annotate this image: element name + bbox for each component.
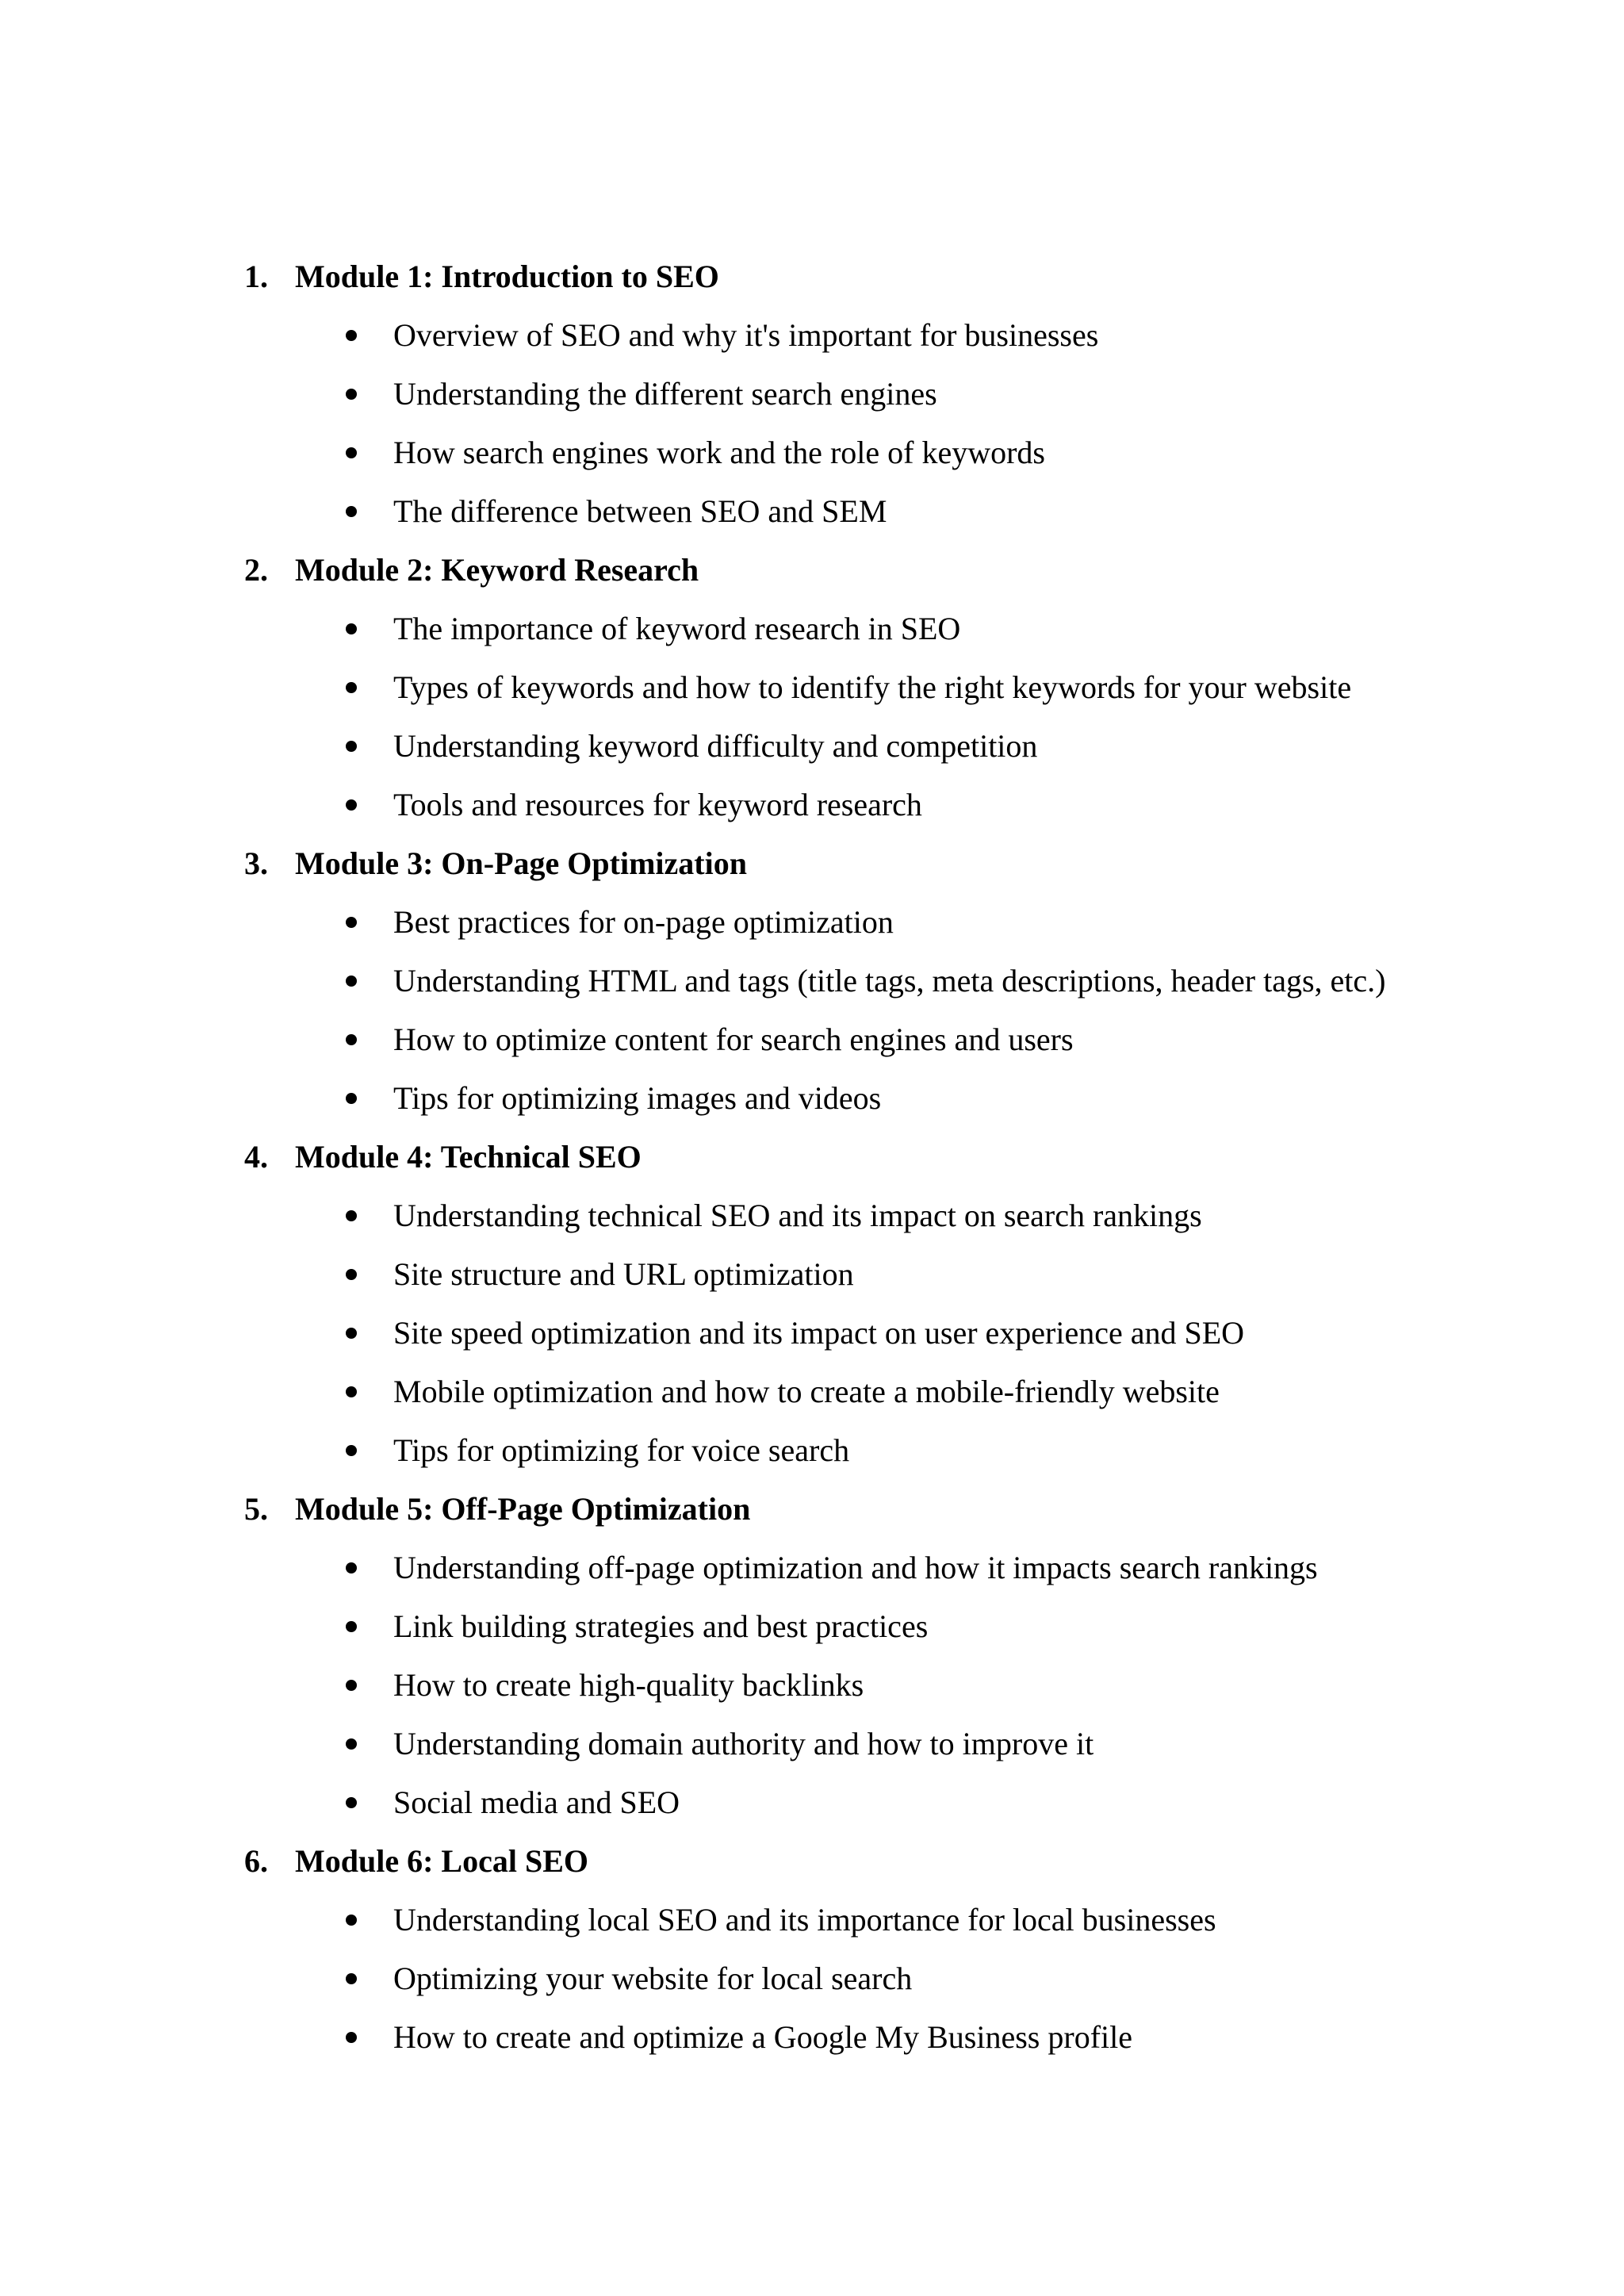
module-number: 4. bbox=[244, 1139, 268, 1175]
topic-item bbox=[0, 365, 1624, 424]
topic-text: Understanding technical SEO and its impact on search rankings bbox=[393, 1198, 1202, 1233]
topic-text: The difference between SEO and SEM bbox=[393, 493, 887, 529]
topic-text: Types of keywords and how to identify the right keywords for your website bbox=[393, 669, 1352, 705]
topic-item bbox=[0, 717, 1624, 776]
bullet-icon bbox=[346, 976, 357, 987]
topic-list bbox=[0, 306, 1624, 541]
topic-text: Understanding HTML and tags (title tags, meta descriptions, header tags, etc.) bbox=[393, 963, 1386, 999]
topic-text: How to create and optimize a Google My Business profile bbox=[393, 2019, 1132, 2055]
topic-item bbox=[0, 1891, 1624, 1949]
module-title: Module 4: Technical SEO bbox=[295, 1139, 642, 1175]
topic-text: Site speed optimization and its impact on user experience and SEO bbox=[393, 1315, 1245, 1351]
module-number: 1. bbox=[244, 259, 268, 294]
bullet-icon bbox=[346, 1210, 357, 1221]
bullet-icon bbox=[346, 799, 357, 811]
topic-item bbox=[0, 1421, 1624, 1480]
module-heading bbox=[0, 247, 1624, 306]
topic-text: Understanding off-page optimization and how it impacts search rankings bbox=[393, 1550, 1318, 1585]
topic-item bbox=[0, 2008, 1624, 2067]
module-title: Module 5: Off-Page Optimization bbox=[295, 1491, 751, 1527]
topic-item bbox=[0, 424, 1624, 482]
topic-text: The importance of keyword research in SEO bbox=[393, 611, 961, 646]
topic-text: Overview of SEO and why it's important for businesses bbox=[393, 317, 1099, 353]
topic-text: Understanding the different search engines bbox=[393, 376, 937, 412]
module-heading bbox=[0, 834, 1624, 893]
topic-text: Tips for optimizing images and videos bbox=[393, 1080, 882, 1116]
module-title: Module 2: Keyword Research bbox=[295, 552, 699, 588]
module-5 bbox=[0, 1480, 1624, 1832]
topic-text: Understanding local SEO and its importance for local businesses bbox=[393, 1902, 1216, 1938]
topic-item bbox=[0, 482, 1624, 541]
topic-item bbox=[0, 1656, 1624, 1715]
topic-item bbox=[0, 952, 1624, 1010]
topic-item bbox=[0, 306, 1624, 365]
bullet-icon bbox=[346, 2032, 357, 2043]
topic-item bbox=[0, 1010, 1624, 1069]
bullet-icon bbox=[346, 1915, 357, 1926]
topic-item bbox=[0, 1245, 1624, 1304]
bullet-icon bbox=[346, 741, 357, 752]
topic-text: Link building strategies and best practices bbox=[393, 1608, 929, 1644]
topic-item bbox=[0, 1949, 1624, 2008]
module-title: Module 6: Local SEO bbox=[295, 1843, 589, 1879]
topic-item bbox=[0, 1597, 1624, 1656]
bullet-icon bbox=[346, 1034, 357, 1045]
bullet-icon bbox=[346, 1973, 357, 1984]
topic-item bbox=[0, 1773, 1624, 1832]
module-number: 6. bbox=[244, 1843, 268, 1879]
bullet-icon bbox=[346, 1328, 357, 1339]
topic-list bbox=[0, 1186, 1624, 1480]
module-list bbox=[0, 247, 1624, 2067]
topic-list bbox=[0, 1891, 1624, 2067]
bullet-icon bbox=[346, 682, 357, 693]
topic-text: How search engines work and the role of keywords bbox=[393, 435, 1045, 470]
topic-item bbox=[0, 776, 1624, 834]
topic-item bbox=[0, 658, 1624, 717]
bullet-icon bbox=[346, 389, 357, 400]
topic-text: Site structure and URL optimization bbox=[393, 1256, 854, 1292]
topic-text: Optimizing your website for local search bbox=[393, 1961, 913, 1996]
topic-text: Best practices for on-page optimization bbox=[393, 904, 894, 940]
module-3 bbox=[0, 834, 1624, 1128]
topic-item bbox=[0, 1069, 1624, 1128]
module-1 bbox=[0, 247, 1624, 541]
module-number: 5. bbox=[244, 1491, 268, 1527]
topic-text: Understanding keyword difficulty and competition bbox=[393, 728, 1038, 764]
module-number: 2. bbox=[244, 552, 268, 588]
module-title: Module 3: On-Page Optimization bbox=[295, 845, 747, 881]
topic-item bbox=[0, 600, 1624, 658]
bullet-icon bbox=[346, 917, 357, 928]
bullet-icon bbox=[346, 1386, 357, 1397]
bullet-icon bbox=[346, 1797, 357, 1808]
topic-list bbox=[0, 893, 1624, 1128]
bullet-icon bbox=[346, 1445, 357, 1456]
topic-text: Tools and resources for keyword research bbox=[393, 787, 922, 822]
bullet-icon bbox=[346, 1562, 357, 1573]
topic-item bbox=[0, 1304, 1624, 1363]
topic-text: Mobile optimization and how to create a mobile-friendly website bbox=[393, 1374, 1220, 1409]
topic-list bbox=[0, 1539, 1624, 1832]
topic-text: Understanding domain authority and how to improve it bbox=[393, 1726, 1094, 1761]
topic-item bbox=[0, 1539, 1624, 1597]
topic-item bbox=[0, 1715, 1624, 1773]
bullet-icon bbox=[346, 506, 357, 517]
module-2 bbox=[0, 541, 1624, 834]
topic-item bbox=[0, 1363, 1624, 1421]
topic-text: How to create high-quality backlinks bbox=[393, 1667, 864, 1703]
topic-text: Tips for optimizing for voice search bbox=[393, 1432, 850, 1468]
topic-text: How to optimize content for search engines and users bbox=[393, 1022, 1074, 1057]
bullet-icon bbox=[346, 330, 357, 341]
topic-text: Social media and SEO bbox=[393, 1784, 680, 1820]
bullet-icon bbox=[346, 1093, 357, 1104]
topic-list bbox=[0, 600, 1624, 834]
module-heading bbox=[0, 1480, 1624, 1539]
topic-item bbox=[0, 893, 1624, 952]
module-heading bbox=[0, 541, 1624, 600]
bullet-icon bbox=[346, 1680, 357, 1691]
topic-item bbox=[0, 1186, 1624, 1245]
module-4 bbox=[0, 1128, 1624, 1480]
module-6 bbox=[0, 1832, 1624, 2067]
bullet-icon bbox=[346, 447, 357, 458]
module-number: 3. bbox=[244, 845, 268, 881]
bullet-icon bbox=[346, 623, 357, 634]
bullet-icon bbox=[346, 1269, 357, 1280]
module-title: Module 1: Introduction to SEO bbox=[295, 259, 719, 294]
bullet-icon bbox=[346, 1738, 357, 1750]
module-heading bbox=[0, 1832, 1624, 1891]
module-heading bbox=[0, 1128, 1624, 1186]
bullet-icon bbox=[346, 1621, 357, 1632]
